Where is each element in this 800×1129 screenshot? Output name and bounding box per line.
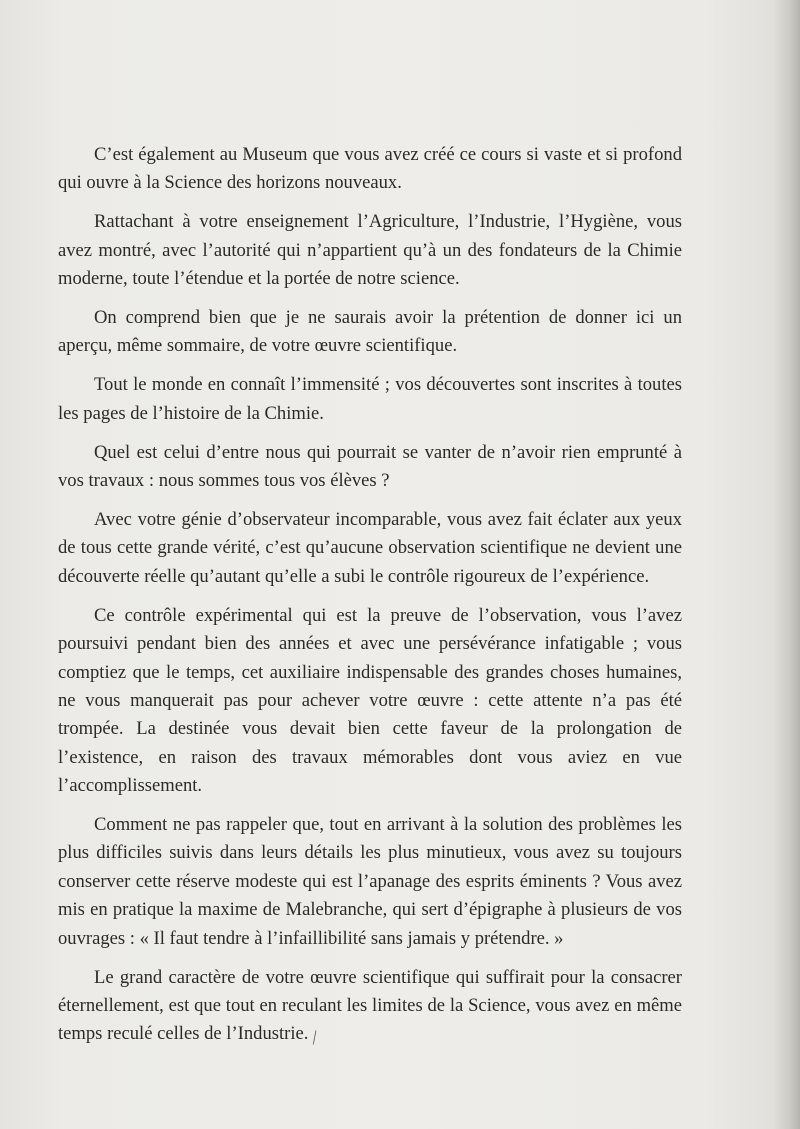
page-edge-shadow <box>774 0 800 1129</box>
stray-pen-mark: / <box>310 1026 319 1050</box>
body-text <box>58 141 682 1059</box>
paragraph-1: C’est également au Museum que vous avez créé ce cours si vaste et si profond qui ouvre à la Science des horizons nouveaux. <box>58 144 682 194</box>
paragraph-2: Rattachant à votre enseignement l’Agriculture, l’Industrie, l’Hygiène, vous avez montré, avec l’autorité qui n’appartient qu’à un des fondateurs de la Chimie moderne, toute l’étendue et la portée de notre science. <box>58 211 682 290</box>
paragraph-4: Tout le monde en connaît l’immensité ; vos découvertes sont inscrites à toutes les pages de l’histoire de la Chimie. <box>58 374 682 424</box>
paragraph-9: Le grand caractère de votre œuvre scientifique qui suffirait pour la consacrer éternellement, est que tout en reculant les limites de la Science, vous avez en même temps reculé celles de l’Industrie. <box>58 966 682 1045</box>
paragraph-8: Comment ne pas rappeler que, tout en arrivant à la solution des problèmes les plus difficiles suivis dans leurs détails les plus minutieux, vous avez su toujours conserver cette réserve modeste qui est l’apanage des esprits éminents ? Vous avez mis en pratique la maxime de Malebranche, qui sert d’épigraphe à plusieurs de vos ouvrages : « Il faut tendre à l’infaillibilité sans jamais y prétendre. » <box>58 814 682 949</box>
paragraph-3: On comprend bien que je ne saurais avoir la prétention de donner ici un aperçu, même sommaire, de votre œuvre scientifique. <box>58 307 682 357</box>
paragraph-6: Avec votre génie d’observateur incomparable, vous avez fait éclater aux yeux de tous cette grande vérité, c’est qu’aucune observation scientifique ne devient une découverte réelle qu’autant qu’elle a subi le contrôle rigoureux de l’expérience. <box>58 508 682 587</box>
paragraph-7: Ce contrôle expérimental qui est la preuve de l’observation, vous l’avez poursuivi pendant bien des années et avec une persévérance infatigable ; vous comptiez que le temps, cet auxiliaire indispensable des grandes choses humaines, ne vous manquerait pas pour achever votre œuvre : cette attente n’a pas été trompée. La destinée vous devait bien cette faveur de la prolongation de l’existence, en raison des travaux mémorables dont vous aviez en vue l’accomplissement. <box>58 604 682 797</box>
paragraph-5: Quel est celui d’entre nous qui pourrait se vanter de n’avoir rien emprunté à vos travaux : nous sommes tous vos élèves ? <box>58 441 682 492</box>
